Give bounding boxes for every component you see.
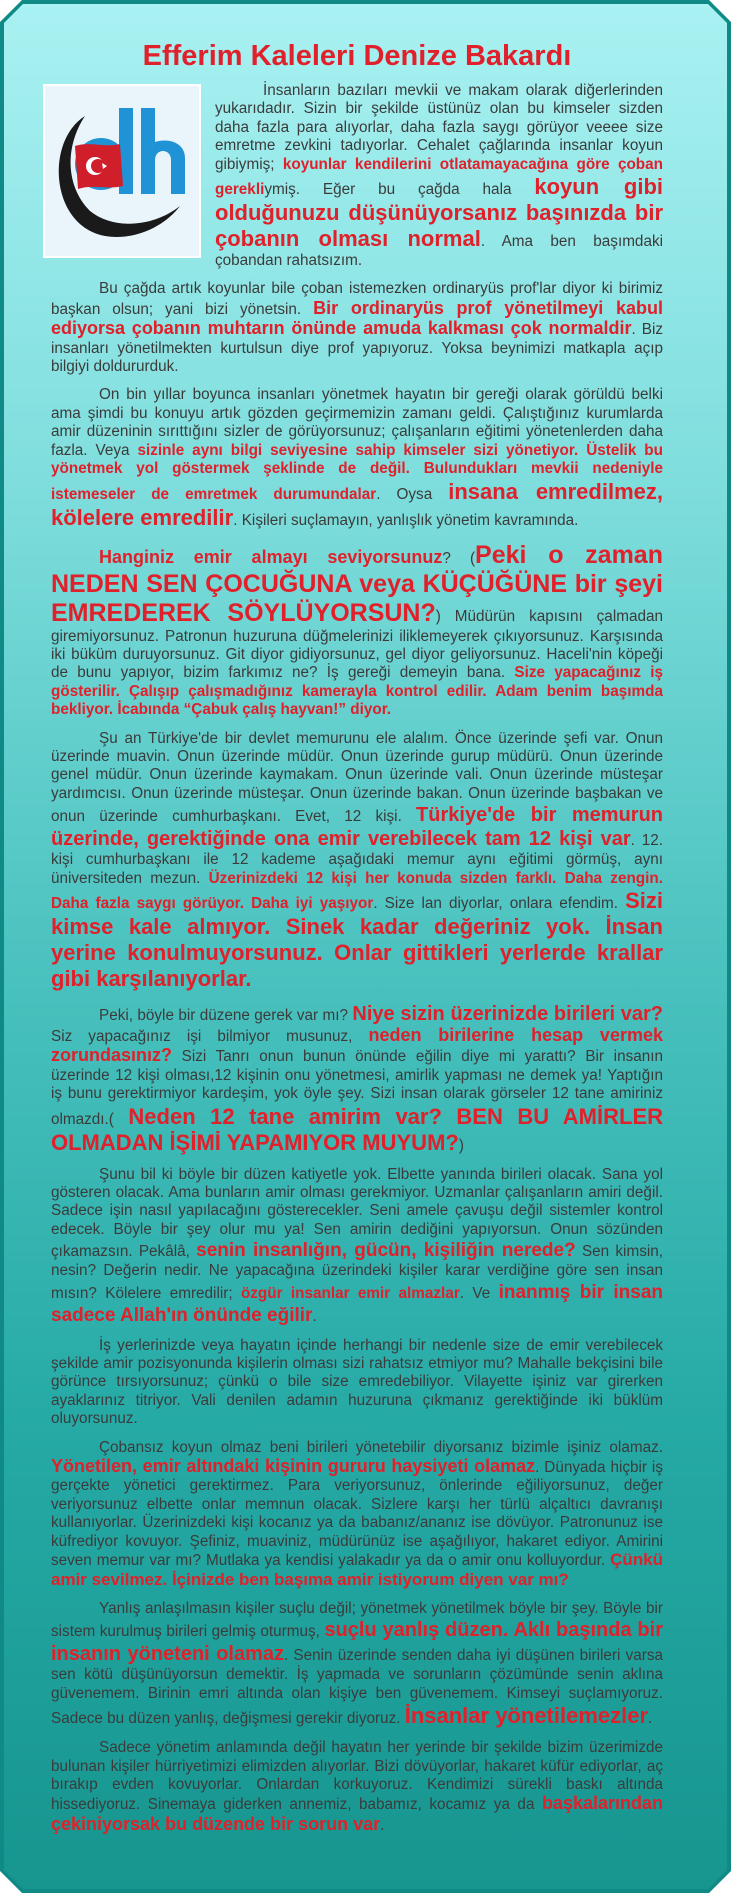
paragraph [51,1166,663,1327]
highlight-text: koyun gibi olduğunuzu düşünüyorsanız başınızda bir çobanın olması normal [215,174,663,252]
paragraph-text: . [380,1816,385,1834]
paragraph [51,1002,663,1156]
paragraph-text: . Kişileri suçlamayın, yanlışlık yönetim kavramında. [233,511,579,529]
paragraph-text: . Dünyada hiçbir iş gerçekte yönetici gerektirmez. Para veriyorsunuz, önlerinde eğiliyorsunuz, değer veriyorsunuz elbette onlar memnun olacak. Sizlere karşı her türlü alçaltıcı davranışı kullanıyorlar. Üzerinizdeki kişi kocanız ya da babanız/ananız ise dövüyor. Patronunuz ise küfrediyor kovuyor. Şefiniz, muaviniz, müdürünüz ise aşağılıyor, hakaret ediyor. Amirini seven memur var mı? Mutlaka ya kendisi yalakadır ya da o amir onu kolluyordur. [51,1459,663,1570]
paragraph-text: . [312,1307,317,1325]
highlight-text: Yönetilen, emir altındaki kişinin gururu haysiyeti olamaz [51,1456,536,1477]
paragraph-text: . [648,1710,653,1728]
dh-logo-with-turkish-flag-icon [43,84,201,258]
paragraph-text: . Ve [459,1284,499,1302]
highlight-text: başkalarından çekiniyorsak bu düzende bir sorun var [51,1793,663,1834]
highlight-text: suçlu yanlış düzen. Aklı başında bir insanın yöneteni olamaz [51,1619,663,1666]
highlight-text: Üzerinizdeki 12 kişi her konuda sizden farklı. Daha zengin. Daha fazla saygı görüyor. Daha iyi yaşıyor [51,869,663,912]
paragraph-text: Siz yapacağınız işi bilmiyor musunuz, [51,1027,369,1045]
highlight-text: Niye sizin üzerinizde birileri var? [352,1002,663,1025]
paragraph-text: ) [458,1136,464,1154]
paragraph-text: ymiş. Eğer bu çağda hala [264,181,535,199]
highlight-text: koyunlar kendilerini otlatamayacağına göre çoban gerekli [215,155,664,199]
paragraph-text: Şu an Türkiye'de bir devlet memurunu ele alalım. Önce üzerinde şefi var. Onun üzerinde muavin. Onun üzerinde müdür. Onun üzerinde gurup müdürü. Onun üzerinde genel müdür. Onun üzerinde kaymakam. Onun üzerinde vali. Onun üzerinde müsteşar yardımcısı. Onun üzerinde müsteşar. Onun üzerinde bakan. Onun üzerinde başbakan ve onun üzerinde cumhurbaşkanı. Evet, 12 kişi. [51,729,663,826]
paragraph-text: İş yerlerinizde veya hayatın içinde herhangi bir nedenle size de emir verebilecek şekilde amir pozisyonunda kişilerin olması sizi rahatsız etmiyor mu? Mahalle bekçisini bile görünce tırsıyorsunuz; çünkü o bile size emredebiliyor. Vilayette işiniz var girerken ayaklarınız titriyor. Vali denilen adamın huzuruna çıkmanız gerektiğinde iki büklüm oluyorsunuz. [51,1336,663,1428]
paragraph-text: . Size lan diyorlar, onlara efendim. [373,894,626,912]
paragraph [51,1739,663,1835]
paragraph-text: Sizi Tanrı onun bunun önünde eğilin diye mi yarattı? Bir insanın üzerinde 12 kişi olması,12 kişinin onu yönetmesi, amirlik yapması ne demek ya! Yaptığın iş bunu gerektirmiyor kardeşim, yok öyle şey. Sizi insan olarak görseler 12 tane amiriniz olmazdı.( [51,1048,663,1128]
highlight-text: Neden 12 tane amirim var? BEN BU AMİRLER OLMADAN İŞİMİ YAPAMIYOR MUYUM? [51,1103,663,1155]
article-title: Efferim Kaleleri Denize Bakardı [142,40,572,72]
highlight-text: insana emredilmez, kölelere emredilir [51,478,663,530]
paragraph [51,730,663,992]
paragraph-text: ) Müdürün kapısını çalmadan giremiyorsunuz. Patronun huzuruna düğmelerinizi iliklemeyerek çıkıyorsunuz. Karşısında iki büküm duruyorsunuz. Git diyor gidiyorsunuz, gel diyor geliyorsunuz. Haceli'nin köpeği de bunu yapıyor, bizim farkımız ne? İş gereği demeyin bana. [51,607,663,682]
highlight-text: Size yapacağınız iş gösterilir. Çalışıp çalışmadığınız kamerayla kontrol edilir. Adam benim başımda bekliyor. İcabında “Çabuk çalış hayvan!” diyor. [51,664,663,719]
highlight-text: neden birilerine hesap vermek zorundasınız? [51,1024,663,1066]
paragraph-text: Şunu bil ki böyle bir düzen katiyetle yok. Elbette yanında birileri olacak. Sana yol gösteren olacak. Ama bunların amir olması gerekmiyor. Uzmanlar çalışanların amiri değil. Sadece işin nasıl yapılacağını gösterecekler. Seni amele çavuşu değil sistemler kontrol edecek. Böyle bir şey olur mu ya! Sen amirin dediğini yapıyorsun. Onun sözünden çıkamazsın. Pekâlâ, [51,1165,663,1261]
highlight-text: Peki o zaman NEDEN SEN ÇOCUĞUNA veya KÜÇÜĞÜNE bir şeyi EMREDEREK SÖYLÜYORSUN? [51,540,663,627]
article [51,38,663,1845]
paragraph-text: Sadece yönetim anlamında değil hayatın her yerinde bir şekilde bizim üzerimizde bulunan kişiler hürriyetimizi elimizden alıyorlar. Bizi dövüyorlar, hakaret küfür ediyorlar, aç bırakıp evden kovuyorlar. Onlardan korkuyoruz. Kendimizi sürekli baskı altında hissediyoruz. Sinemaya giderken annemiz, babamız, kocamız ya da [51,1739,663,1814]
paragraph [51,386,663,530]
paragraph-text: . Biz insanları yönetilmekten kurtulsun diye prof yapıyoruz. Yoksa beynimizi matkapla açıp bilgiyi doldururduk. [51,321,663,376]
highlight-text: inanmış bir insan sadece Allah'ın önünde eğilir [51,1281,664,1326]
paragraph-text: On bin yıllar boyunca insanları yönetmek hayatın bir gereği olarak görüldü belki ama şimdi bu konuyu artık gözden geçirmemizin zamanı geldi. Çalıştığınız kurumlarda amir düzeninin sırıttığını sizler de görüyorsunuz; çalışanların eğitimi yönetenlerden daha fazla. Veya [51,386,663,459]
paragraph-text: Bu çağda artık koyunlar bile çoban istemezken ordinaryüs prof'lar diyor ki birimiz başkan olsun; yani bizi yönetsin. [51,280,663,318]
highlight-text: sizinle aynı bilgi seviyesine sahip kimseler sizi yönetiyor. Üstelik bu yönetmek yol göstermek şeklinde de değil. Bulundukları mevkii nedeniyle istemeseler de emretmek durumundalar [51,441,663,503]
highlight-text: Çünkü amir sevilmez. İçinizde ben başıma amir istiyorum diyen var mı? [51,1550,663,1589]
highlight-text: senin insanlığın, gücün, kişiliğin nerede? [196,1240,576,1262]
paragraph-text: Çobansız koyun olmaz beni birileri yönetebilir diyorsanız bizimle işiniz olamaz. [99,1438,663,1456]
paragraph-text: İnsanların bazıları mevkii ve makam olarak diğerlerinden yukarıdadır. Sizin bir şekilde üstünüz olan bu kimseler sizden daha fazla para alıyorlar, daha fazla saygı görüyor veeee size emretme zevkini tadıyorlar. Cehalet çağlarında insanlar koyun gibiymiş; [215,82,663,173]
paragraph-text: . Senin üzerinde senden daha iyi düşünen birileri varsa sen kötü düşünüyorsun demektir. İş yapmada ve sorunların çözümünde senin aklına güvenemem. Birinin emri altında olan kişiye ben güvenemem. Kimseyi suçlamıyoruz. Sadece bu düzen yanlış, değişmesi gerekir diyoruz. [51,1647,663,1728]
paragraph-text: . Oysa [376,485,449,503]
paragraph-text: ? ( [442,549,476,567]
highlight-text: Sizi kimse kale almıyor. Sinek kadar değeriniz yok. İnsan yerine konulmuyorsunuz. Onlar gittikleri yerlerde krallar gibi karşılanıyorlar. [51,887,663,991]
paragraph [51,280,663,376]
paragraph [51,1439,663,1590]
paragraph [51,1600,663,1729]
paragraph-text: Peki, böyle bir düzene gerek var mı? [99,1006,353,1024]
highlight-text: İnsanlar yönetilemezler [404,1703,649,1729]
paragraph-text: Sen kimsin, nesin? Değerin nedir. Ne yapacağına üzerindeki kişiler karar verdiğine göre sen insan mısın? Kölelere emredilir; [51,1243,663,1302]
highlight-text: özgür insanlar emir almazlar [240,1284,460,1302]
paragraph-text: . 12. kişi cumhurbaşkanı ile 12 kademe aşağıdaki memur aynı eğitimi görmüş, aynı üniversiteden mezun. [51,832,664,887]
highlight-text: Türkiye'de bir memurun üzerinde, gerektiğinde ona emir verebilecek tam 12 kişi var [51,804,664,851]
highlight-text: Bir ordinaryüs prof yönetilmeyi kabul ediyorsa çobanın muhtarın önünde amuda kalkması çok normaldir [51,297,663,339]
paragraph [51,541,663,720]
paragraph [51,1337,663,1429]
paragraph-text: . Ama ben başımdaki çobandan rahatsızım. [215,233,663,270]
highlight-text: Hanginiz emir almayı seviyorsunuz [99,546,443,567]
paragraph-text: Yanlış anlaşılmasın kişiler suçlu değil; yönetmek yönetilmek böyle bir şey. Böyle bir sistem kurulmuş birileri gelmiş oturmuş, [51,1599,663,1641]
